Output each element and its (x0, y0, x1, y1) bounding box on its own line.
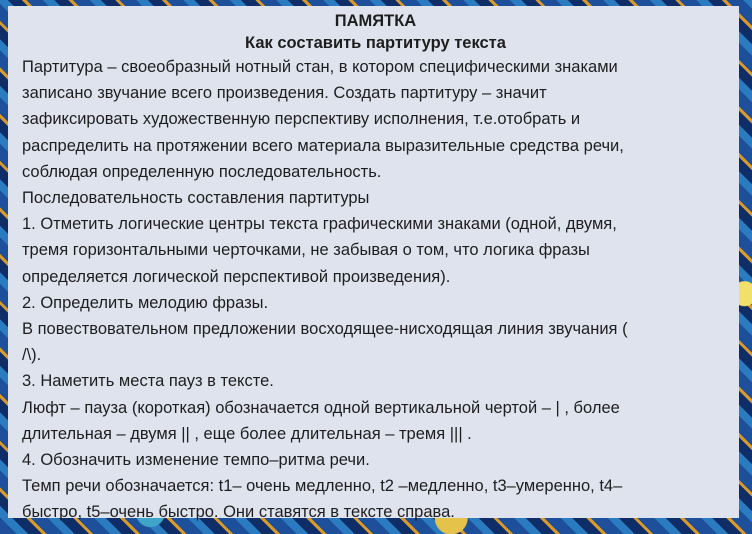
memo-card (8, 6, 739, 522)
text-line: Партитура – своеобразный нотный стан, в котором специфическими знаками (22, 58, 618, 76)
text-line: распределить на протяжении всего материала выразительные средства речи, (22, 136, 624, 155)
memo-body (22, 54, 729, 526)
text-line: В повествовательном предложении восходящее-нисходящая линия звучания ( (22, 320, 628, 339)
text-line: длительная – двумя || , еще более длительная – тремя ||| . (22, 424, 472, 443)
step-4-text: 4. Обозначить изменение темпо–ритма речи. (22, 451, 370, 470)
text-line: тремя горизонтальными черточками, не забывая о том, что логика фразы (22, 241, 590, 260)
text-line: Люфт – пауза (короткая) обозначается одной вертикальной чертой – | , более (22, 398, 620, 417)
text-line: быстро, t5–очень быстро. Они ставятся в тексте справа. (22, 503, 455, 522)
text-line: зафиксировать художественную перспективу исполнения, т.е.отобрать и (22, 110, 581, 129)
step-3-text: 3. Наметить места пауз в тексте. (22, 372, 274, 391)
text-line: Темп речи обозначается: t1– очень медленно, t2 –медленно, t3–умеренно, t4– (22, 477, 623, 496)
step-2-text: 2. Определить мелодию фразы. (22, 293, 269, 312)
section-heading: Последовательность составления партитуры (22, 189, 370, 208)
text-line: записано звучание всего произведения. Создать партитуру – значит (22, 84, 547, 103)
memo-title: ПАМЯТКА (334, 12, 417, 30)
text-line: соблюдая определенную последовательность. (22, 162, 382, 181)
text-line: /\). (22, 346, 42, 365)
step-1-text: 1. Отметить логические центры текста графическими знаками (одной, двумя, (22, 215, 617, 234)
text-line: определяется логической перспективой произведения). (22, 267, 451, 286)
memo-subtitle: Как составить партитуру текста (245, 34, 506, 52)
